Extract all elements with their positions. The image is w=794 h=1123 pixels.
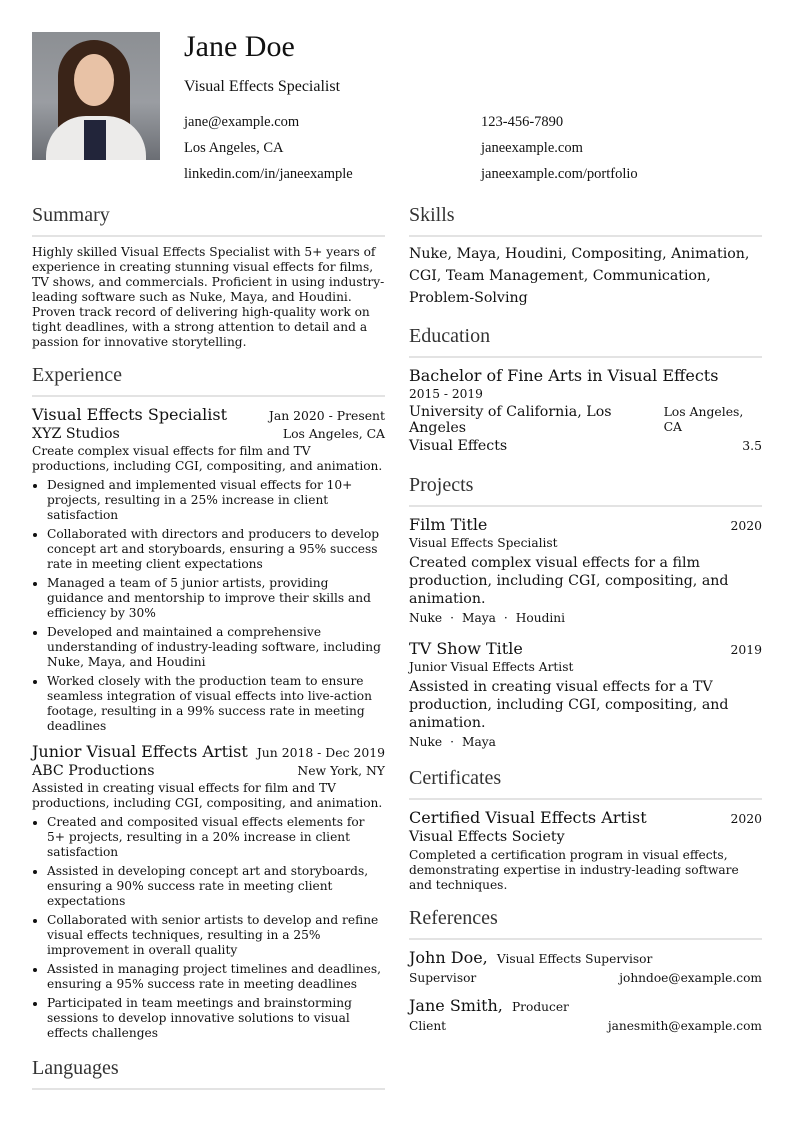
job-bullet: • Worked closely with the production team to ensure seamless integration of visual effects into live-action footage, resulting in a 99% success rate in meeting deadlines [47,674,385,734]
summary-text: Highly skilled Visual Effects Specialist with 5+ years of experience in creating stunning visual effects for films, TV shows, and commercials. Proficient in using industry-leading software such as Nuke, Maya, and Houdini. Proven track record of delivering high-quality work on tight deadlines, with a strong attention to detail and a passion for innovative storytelling. [32,245,385,349]
project-role: Junior Visual Effects Artist [409,660,574,674]
references-heading: References [409,907,762,940]
email-text[interactable]: jane@example.com [184,114,300,130]
school-name: University of California, Los Angeles [409,404,612,436]
project-role: Visual Effects Specialist [409,536,558,550]
summary-heading: Summary [32,204,385,237]
job-location: Los Angeles, CA [282,426,385,441]
job-bullet: • Developed and maintained a comprehensive understanding of industry-leading software, including Nuke, Maya, and Houdini [47,625,385,670]
project-entry [409,639,762,749]
candidate-name: Jane Doe [184,30,295,63]
reference-relation: Supervisor [409,971,477,985]
reference-email[interactable]: janesmith@example.com [607,1019,762,1033]
job-title: Visual Effects Specialist [32,405,228,424]
job-bullet: • Assisted in developing concept art and storyboards, ensuring a 90% success rate in meeting client expectations [47,864,385,909]
reference-position: Visual Effects Supervisor [496,952,653,966]
linkedin-link[interactable]: linkedin.com/in/janeexample [184,166,353,182]
reference-name: John Doe, [409,948,488,967]
job-company: XYZ Studios [32,426,120,442]
project-tag: Houdini [515,611,566,625]
projects-heading: Projects [409,474,762,507]
education-heading: Education [409,325,762,358]
gpa: 3.5 [742,438,762,453]
job-entry [32,405,385,734]
reference-entry [409,996,762,1034]
job-company: ABC Productions [32,763,155,779]
certificates-heading: Certificates [409,767,762,800]
project-entry [409,515,762,625]
project-year: 2020 [730,518,762,533]
degree-title: Bachelor of Fine Arts in Visual Effects [409,366,719,385]
education-years: 2015 - 2019 [409,387,483,401]
job-date: Jun 2018 - Dec 2019 [256,745,385,760]
experience-heading: Experience [32,364,385,397]
reference-email[interactable]: johndoe@example.com [619,971,762,985]
certificate-description: Completed a certification program in visual effects, demonstrating expertise in industry-leading software and techniques. [409,848,739,892]
job-title: Junior Visual Effects Artist [32,742,248,761]
phone-text[interactable]: 123-456-7890 [481,114,564,130]
reference-entry [409,948,762,986]
location-text: Los Angeles, CA [184,140,284,156]
project-tags: Nuke · Maya · Houdini [409,611,566,625]
skills-heading: Skills [409,204,762,237]
project-description: Assisted in creating visual effects for a TV production, including CGI, compositing, and animation. [409,679,729,731]
education-entry [409,366,762,454]
project-tag: Nuke [409,611,443,625]
field-of-study: Visual Effects [409,438,508,454]
project-title: Film Title [409,515,488,534]
job-bullet: • Assisted in managing project timelines and deadlines, ensuring a 95% success rate in meeting deadlines [47,962,385,992]
job-bullet: • Created and composited visual effects elements for 5+ projects, resulting in a 20% increase in client satisfaction [47,815,385,860]
portfolio-link[interactable]: janeexample.com/portfolio [481,166,638,182]
job-bullet: • Managed a team of 5 junior artists, providing guidance and mentorship to improve their skills and efficiency by 30% [47,576,385,621]
school-location: Los Angeles, CA [663,404,744,434]
project-year: 2019 [730,642,762,657]
job-bullet: • Participated in team meetings and brainstorming sessions to develop innovative solutions to visual effects challenges [47,996,385,1041]
project-tags: Nuke · Maya [409,735,496,749]
job-bullet: • Collaborated with directors and producers to develop concept art and storyboards, ensuring a 95% success rate in meeting client expectations [47,527,385,572]
project-tag: Maya [462,611,496,625]
languages-heading: Languages [32,1057,385,1090]
right-column [409,204,762,1034]
certificate-issuer: Visual Effects Society [409,829,565,845]
skills-list: Nuke, Maya, Houdini, Compositing, Animation, CGI, Team Management, Communication, Problem-Solving [409,246,750,306]
project-description: Created complex visual effects for a film production, including CGI, compositing, and animation. [409,555,729,607]
job-bullet: • Designed and implemented visual effects for 10+ projects, resulting in a 25% increase in client satisfaction [47,478,385,523]
website-link[interactable]: janeexample.com [481,140,583,156]
certificate-year: 2020 [730,811,762,826]
left-column [32,204,385,1090]
job-description: Assisted in creating visual effects for film and TV productions, including CGI, compositing, and animation. [32,781,383,810]
reference-name: Jane Smith, [409,996,503,1015]
certificate-title: Certified Visual Effects Artist [409,808,647,827]
reference-relation: Client [409,1019,447,1033]
profile-photo [32,32,160,160]
job-bullet: • Collaborated with senior artists to develop and refine visual effects techniques, resulting in a 25% improvement in overall quality [47,913,385,958]
job-date: Jan 2020 - Present [268,408,385,423]
reference-position: Producer [511,1000,569,1014]
job-description: Create complex visual effects for film and TV productions, including CGI, compositing, and animation. [32,444,383,473]
candidate-title: Visual Effects Specialist [184,78,341,95]
certificate-entry [409,808,762,893]
project-tag: Nuke [409,735,443,749]
job-location: New York, NY [297,763,385,778]
job-entry [32,742,385,1041]
project-title: TV Show Title [409,639,523,658]
project-tag: Maya [462,735,496,749]
